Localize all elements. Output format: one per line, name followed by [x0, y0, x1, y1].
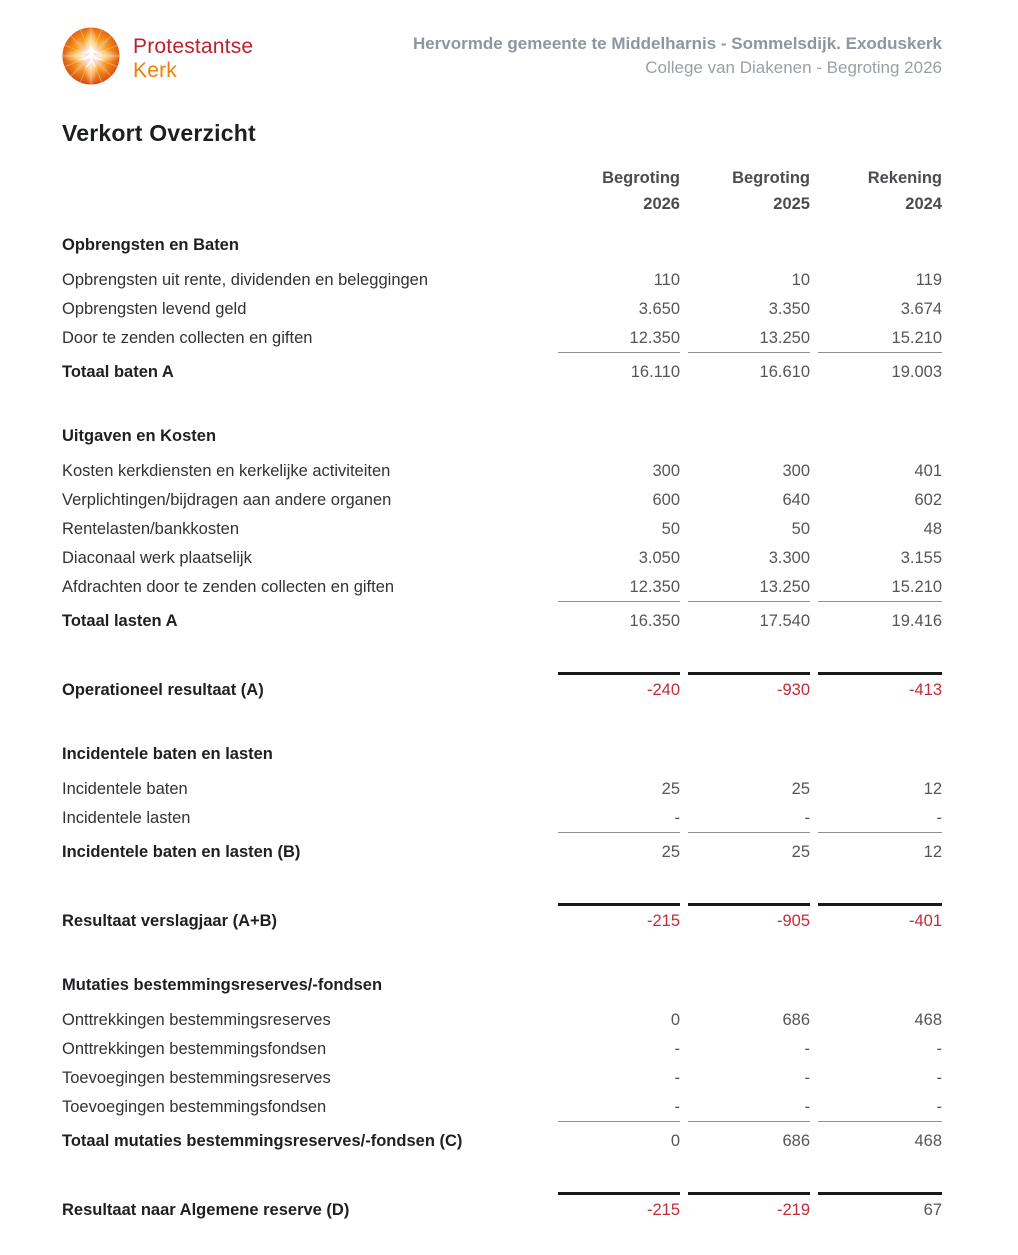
- table-row: [62, 1006, 942, 1035]
- column-header-begroting-2026: Begroting 2026: [602, 169, 680, 213]
- row-value: 17.540: [759, 612, 810, 630]
- row-value: 300: [782, 462, 810, 480]
- row-label: Opbrengsten levend geld: [62, 300, 247, 318]
- row-label: Resultaat naar Algemene reserve (D): [62, 1201, 350, 1219]
- row-value: 67: [818, 1192, 942, 1220]
- row-value: 12.350: [558, 578, 680, 602]
- row-value: -: [804, 1040, 810, 1058]
- row-value: 401: [914, 462, 942, 480]
- row-label: Rentelasten/bankkosten: [62, 520, 240, 538]
- brand-name-line1: Protestantse: [133, 34, 254, 58]
- row-label: Incidentele lasten: [62, 809, 191, 827]
- row-value: 110: [653, 271, 680, 289]
- row-label: Diaconaal werk plaatselijk: [62, 549, 252, 567]
- row-value-negative: -905: [688, 903, 810, 931]
- row-label: Door te zenden collecten en giften: [62, 329, 313, 347]
- row-value: 468: [914, 1011, 942, 1029]
- column-header-rekening-2024: Rekening 2024: [867, 169, 942, 213]
- table-row: [62, 1093, 942, 1127]
- row-value: 19.003: [891, 363, 942, 381]
- row-label: Incidentele baten en lasten (B): [62, 843, 301, 861]
- row-label: Totaal mutaties bestemmingsreserves/-fondsen (C): [62, 1132, 463, 1150]
- row-label: Verplichtingen/bijdragen aan andere organen: [62, 491, 392, 509]
- row-value: -: [558, 1098, 680, 1122]
- row-value: 600: [652, 491, 680, 509]
- table-row: [62, 295, 942, 324]
- row-value: 25: [791, 843, 810, 861]
- section-header-mutaties-bestemmingsreserves-fondsen: Mutaties bestemmingsreserves/-fondsen: [62, 976, 383, 994]
- row-value: 15.210: [818, 578, 942, 602]
- row-value: 0: [670, 1132, 680, 1150]
- row-value: -: [804, 1069, 810, 1087]
- brand-name: [133, 35, 253, 83]
- row-value: 10: [791, 271, 810, 289]
- row-value: 12.350: [558, 329, 680, 353]
- table-column-headers: [62, 165, 942, 217]
- row-value: -: [936, 1069, 942, 1087]
- row-value: -: [688, 1098, 810, 1122]
- row-value: 25: [661, 780, 680, 798]
- row-label: Opbrengsten uit rente, dividenden en beleggingen: [62, 271, 429, 289]
- row-label: Resultaat verslagjaar (A+B): [62, 912, 278, 930]
- table-row: [62, 324, 942, 358]
- organization-header: [413, 27, 942, 80]
- result-row-resultaat-verslagjaar-a-plus-b: [62, 898, 942, 936]
- total-row-totaal-baten-a: [62, 358, 942, 387]
- row-value: 48: [923, 520, 942, 538]
- row-value: 12: [923, 843, 942, 861]
- row-value-negative: -413: [818, 672, 942, 700]
- row-label: Operationeel resultaat (A): [62, 681, 264, 699]
- table-row: [62, 804, 942, 838]
- row-value: 50: [661, 520, 680, 538]
- total-row-incidentele-baten-en-lasten-b: [62, 838, 942, 867]
- result-row-operationeel-resultaat-a: [62, 667, 942, 705]
- row-value-negative: -215: [558, 903, 680, 931]
- total-row-totaal-lasten-a: [62, 607, 942, 636]
- row-label: Onttrekkingen bestemmingsfondsen: [62, 1040, 327, 1058]
- row-value: 15.210: [818, 329, 942, 353]
- row-value: 16.110: [630, 363, 680, 381]
- row-value: 686: [782, 1132, 810, 1150]
- row-label: Incidentele baten: [62, 780, 188, 798]
- brand-logo: [62, 27, 253, 90]
- row-value: -: [674, 1069, 680, 1087]
- row-value: 686: [782, 1011, 810, 1029]
- row-value: 0: [670, 1011, 680, 1029]
- row-value: -: [558, 809, 680, 833]
- table-row: [62, 544, 942, 573]
- row-value: 25: [661, 843, 680, 861]
- row-value: 25: [791, 780, 810, 798]
- row-label: Totaal lasten A: [62, 612, 178, 630]
- page-title: Verkort Overzicht: [62, 120, 256, 146]
- row-value-negative: -401: [818, 903, 942, 931]
- row-value: 3.350: [768, 300, 810, 318]
- row-label: Totaal baten A: [62, 363, 174, 381]
- row-label: Kosten kerkdiensten en kerkelijke activiteiten: [62, 462, 391, 480]
- row-value: 468: [914, 1132, 942, 1150]
- row-value: -: [818, 809, 942, 833]
- table-row: [62, 457, 942, 486]
- row-value: 12: [923, 780, 942, 798]
- row-label: Toevoegingen bestemmingsfondsen: [62, 1098, 327, 1116]
- row-value: 19.416: [891, 612, 942, 630]
- sunburst-dove-logo-icon: [62, 27, 120, 90]
- table-row: [62, 266, 942, 295]
- report-subtitle: College van Diakenen - Begroting 2026: [645, 58, 942, 77]
- table-row: [62, 1064, 942, 1093]
- row-value: -: [688, 809, 810, 833]
- row-value-negative: -240: [558, 672, 680, 700]
- section-header-incidentele-baten-en-lasten: Incidentele baten en lasten: [62, 745, 273, 763]
- table-row: [62, 1035, 942, 1064]
- row-value-negative: -215: [558, 1192, 680, 1220]
- row-value: 16.610: [759, 363, 810, 381]
- section-header-opbrengsten-en-baten: Opbrengsten en Baten: [62, 236, 239, 254]
- row-label: Afdrachten door te zenden collecten en giften: [62, 578, 395, 596]
- section-header-uitgaven-en-kosten: Uitgaven en Kosten: [62, 427, 217, 445]
- row-label: Onttrekkingen bestemmingsreserves: [62, 1011, 331, 1029]
- row-value: 640: [782, 491, 810, 509]
- row-value: 3.650: [638, 300, 680, 318]
- row-value: 16.350: [629, 612, 680, 630]
- result-row-resultaat-naar-algemene-reserve-d: [62, 1187, 942, 1225]
- table-row: [62, 775, 942, 804]
- row-value: 602: [914, 491, 942, 509]
- table-row: [62, 515, 942, 544]
- row-value: 3.674: [900, 300, 942, 318]
- row-value: 3.155: [900, 549, 942, 567]
- row-value-negative: -219: [688, 1192, 810, 1220]
- row-value: 3.050: [638, 549, 680, 567]
- page-header: [62, 27, 942, 90]
- brand-name-line2: Kerk: [133, 58, 177, 82]
- column-header-begroting-2025: Begroting 2025: [732, 169, 810, 213]
- row-value: -: [936, 1040, 942, 1058]
- row-value: 3.300: [768, 549, 810, 567]
- row-label: Toevoegingen bestemmingsreserves: [62, 1069, 331, 1087]
- row-value: -: [674, 1040, 680, 1058]
- organization-name: Hervormde gemeente te Middelharnis - Sommelsdijk. Exoduskerk: [412, 34, 942, 53]
- row-value: 119: [915, 271, 942, 289]
- table-row: [62, 486, 942, 515]
- row-value: 13.250: [688, 329, 810, 353]
- row-value: -: [818, 1098, 942, 1122]
- row-value: 13.250: [688, 578, 810, 602]
- summary-table: [62, 165, 942, 1225]
- row-value: 300: [652, 462, 680, 480]
- row-value: 50: [791, 520, 810, 538]
- row-value-negative: -930: [688, 672, 810, 700]
- table-row: [62, 573, 942, 607]
- total-row-totaal-mutaties-bestemmingsreserves-fondsen-c: [62, 1127, 942, 1156]
